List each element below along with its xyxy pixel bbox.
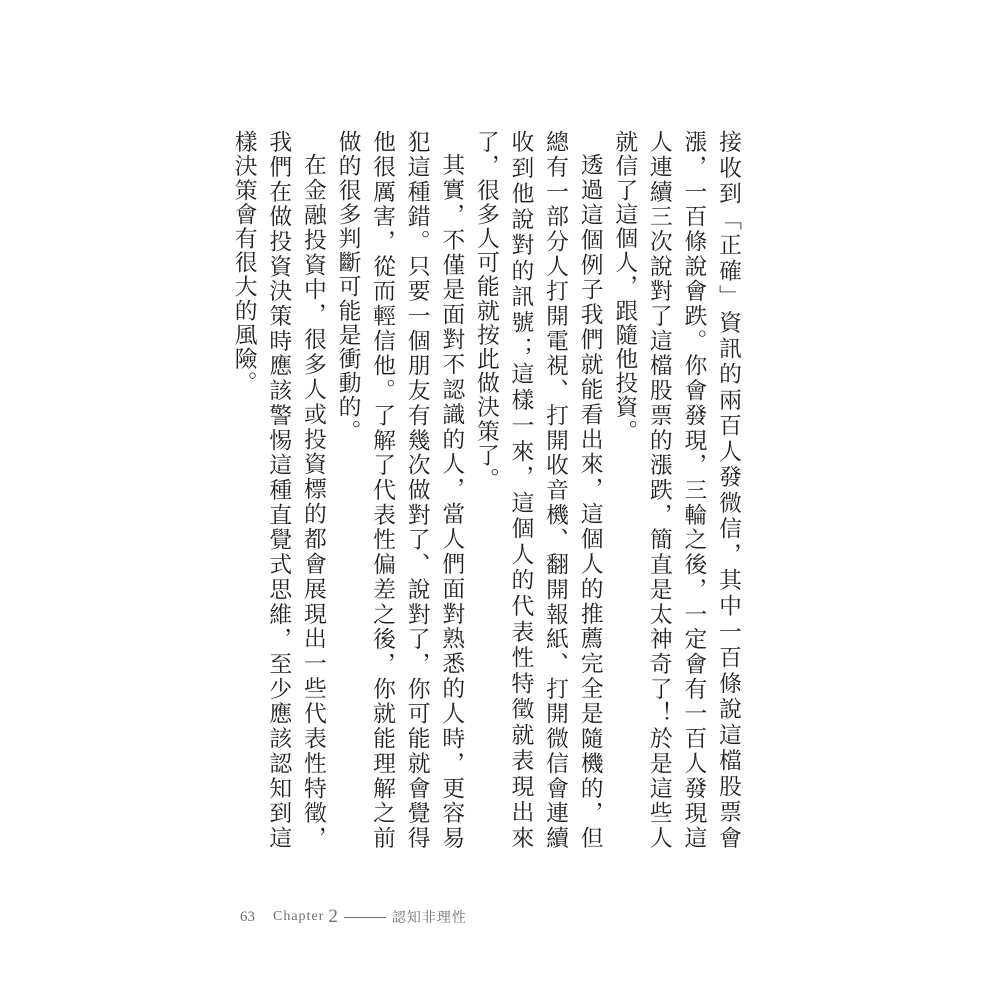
page-number: 63 xyxy=(240,908,255,925)
chapter-title: 認知非理性 xyxy=(391,910,467,926)
paragraph-1: 接收到「正確」資訊的兩百人發微信，其中一百條說這檔股票會漲，一百條說會跌。你會發現，三輪之後，一定會有一百人發現這人連續三次說對了這檔股票的漲跌，簡直是太神奇了！於是這些人就信了這個人，跟隨他投資。 xyxy=(611,130,741,850)
paragraph-2: 透過這個例子我們就能看出來，這個人的推薦完全是隨機的，但總有一部分人打開電視、打開收音機、翻開報紙、打開微信會連續收到他說對的訊號；這樣一來，這個人的代表性特徵就表現出來了，很多人可能就按此做決策了。 xyxy=(472,130,603,850)
paragraph-3: 其實，不僅是面對不認識的人，當人們面對熟悉的人時，更容易犯這種錯。只要一個朋友有幾次做對了、說對了，你可能就會覺得他很厲害，從而輕信他。了解了代表性偏差之後，你就能理解之前做的很多判斷可能是衝動的。 xyxy=(334,130,465,850)
page-footer xyxy=(240,905,467,929)
chapter-number: 2 xyxy=(328,906,338,927)
paragraph-4: 在金融投資中，很多人或投資標的都會展現出一些代表性特徵，我們在做投資決策時應該警惕這種直覺式思維，至少應該認知到這樣決策會有很大的風險。 xyxy=(230,130,326,850)
chapter-divider-line xyxy=(344,917,386,918)
chapter-label: Chapter xyxy=(273,909,325,924)
body-text-block xyxy=(226,130,745,850)
